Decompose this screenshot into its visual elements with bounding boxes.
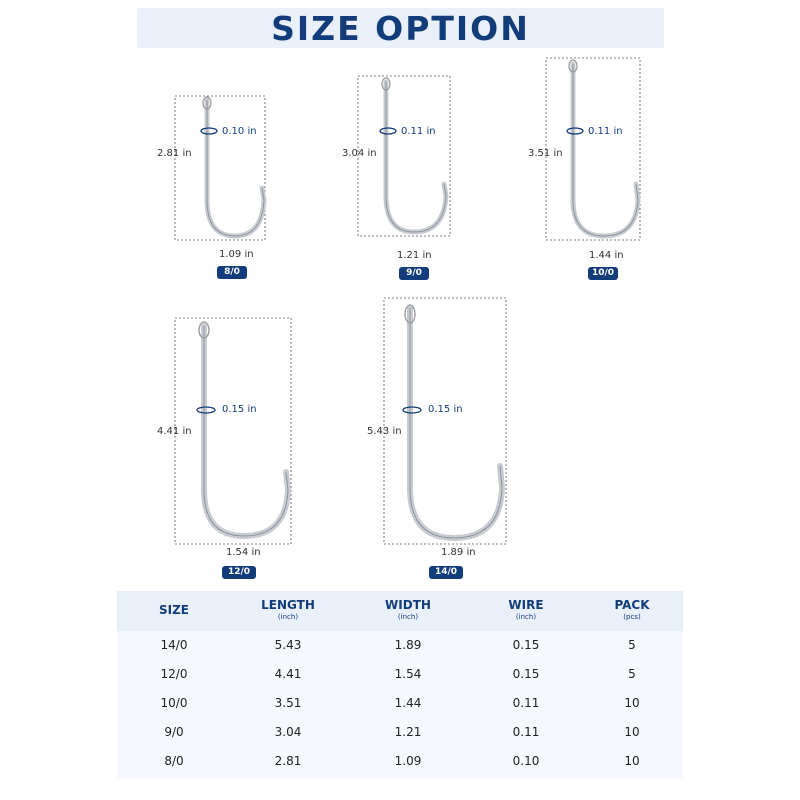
cell-pack: 10	[624, 696, 640, 710]
cell-wire: 0.15	[512, 638, 540, 652]
cell-length: 2.81	[274, 754, 302, 768]
header-unit: (inch)	[277, 613, 299, 621]
table-row	[117, 747, 683, 776]
wire-label: 0.15 in	[222, 404, 257, 415]
table-header	[117, 591, 683, 631]
wire-label: 0.11 in	[401, 126, 436, 137]
cell-width: 1.09	[394, 754, 422, 768]
wire-label: 0.11 in	[588, 126, 623, 137]
col-header-size	[119, 603, 229, 617]
cell-pack: 10	[624, 725, 640, 739]
header-unit: (pcs)	[623, 613, 641, 621]
size-badge: 14/0	[429, 566, 463, 579]
cell-wire: 0.11	[512, 696, 540, 710]
table-row	[117, 631, 683, 660]
size-badge: 9/0	[399, 267, 429, 280]
length-label: 3.51 in	[528, 148, 563, 159]
cell-size: 12/0	[160, 667, 188, 681]
cell-pack: 5	[628, 667, 636, 681]
header-label: PACK	[614, 598, 650, 612]
width-label: 1.44 in	[589, 250, 624, 261]
length-label: 2.81 in	[157, 148, 192, 159]
header-label: SIZE	[158, 603, 189, 617]
width-label: 1.21 in	[397, 250, 432, 261]
col-header-width	[353, 598, 463, 621]
cell-size: 8/0	[164, 754, 184, 768]
table-row	[117, 689, 683, 718]
cell-pack: 5	[628, 638, 636, 652]
cell-size: 14/0	[160, 638, 188, 652]
wire-label: 0.10 in	[222, 126, 257, 137]
col-header-wire	[471, 598, 581, 621]
size-badge: 10/0	[588, 267, 618, 280]
header-label: WIDTH	[385, 598, 431, 612]
width-label: 1.89 in	[441, 547, 476, 558]
cell-length: 3.51	[274, 696, 302, 710]
col-header-length	[233, 598, 343, 621]
wire-label: 0.15 in	[428, 404, 463, 415]
cell-length: 3.04	[274, 725, 302, 739]
size-badge: 12/0	[222, 566, 256, 579]
cell-length: 4.41	[274, 667, 302, 681]
length-label: 3.04 in	[342, 148, 377, 159]
cell-width: 1.89	[394, 638, 422, 652]
table-row	[117, 660, 683, 689]
spec-table	[117, 591, 683, 779]
length-label: 5.43 in	[367, 426, 402, 437]
table-row	[117, 718, 683, 747]
cell-width: 1.54	[394, 667, 422, 681]
cell-size: 10/0	[160, 696, 188, 710]
cell-pack: 10	[624, 754, 640, 768]
size-badge: 8/0	[217, 266, 247, 279]
cell-width: 1.44	[394, 696, 422, 710]
cell-size: 9/0	[164, 725, 184, 739]
page-title: SIZE OPTION	[271, 8, 530, 48]
length-label: 4.41 in	[157, 426, 192, 437]
header-label: LENGTH	[261, 598, 315, 612]
header-unit: (inch)	[397, 613, 419, 621]
col-header-pack	[577, 598, 687, 621]
header-label: WIRE	[508, 598, 544, 612]
header-unit: (inch)	[515, 613, 537, 621]
cell-wire: 0.10	[512, 754, 540, 768]
width-label: 1.54 in	[226, 547, 261, 558]
cell-wire: 0.15	[512, 667, 540, 681]
width-label: 1.09 in	[219, 249, 254, 260]
cell-length: 5.43	[274, 638, 302, 652]
cell-wire: 0.11	[512, 725, 540, 739]
cell-width: 1.21	[394, 725, 422, 739]
